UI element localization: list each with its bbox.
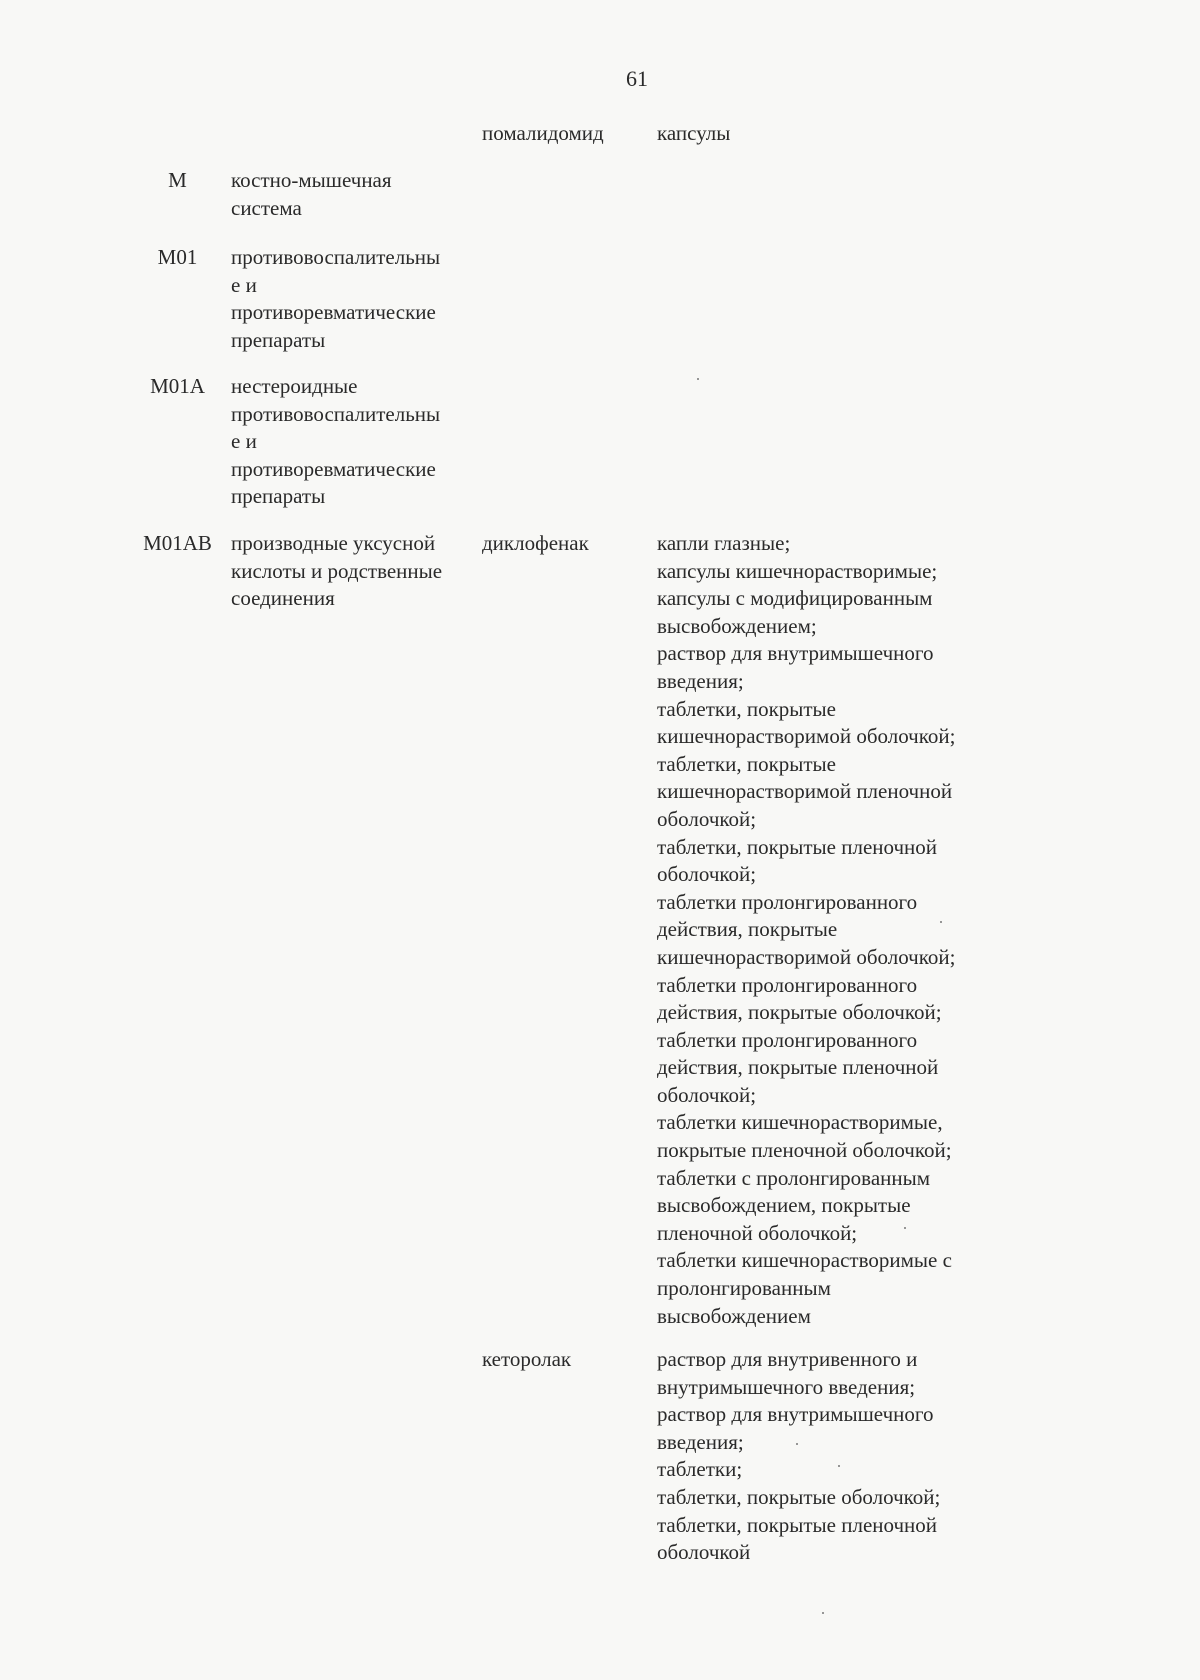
drug-name: диклофенак bbox=[482, 531, 589, 555]
anatomic-therapeutic-group: нестероидные противовоспалительны е и противоревматические препараты bbox=[231, 374, 441, 509]
drug-name: помалидомид bbox=[482, 121, 604, 145]
scan-speck bbox=[822, 1612, 824, 1614]
page-number: 61 bbox=[626, 66, 648, 91]
scan-speck bbox=[796, 1443, 798, 1445]
anatomic-therapeutic-group: противовоспалительны е и противоревматические препараты bbox=[231, 245, 441, 352]
scan-speck bbox=[838, 1465, 840, 1467]
atc-code: M bbox=[168, 168, 187, 192]
scan-speck bbox=[940, 921, 942, 923]
scan-speck bbox=[697, 378, 699, 380]
anatomic-therapeutic-group: производные уксусной кислоты и родственные соединения bbox=[231, 531, 443, 611]
atc-code: M01AB bbox=[143, 531, 212, 555]
atc-code: M01 bbox=[157, 245, 198, 269]
atc-code: M01A bbox=[150, 374, 205, 398]
scan-speck bbox=[904, 1227, 906, 1229]
drug-name: кеторолак bbox=[482, 1347, 572, 1371]
dosage-forms: капли глазные; капсулы кишечнорастворимые; капсулы с модифицированным высвобождением; раствор для внутримышечного введения; таблетки, покрытые кишечнорастворимой оболочкой; таблетки, покрытые кишечнорастворимой пленочной оболочкой; таблетки, покрытые пленочной оболочкой; таблетки пролонгированного действия, покрытые кишечнорастворимой оболочкой; таблетки пролонгированного действия, покрытые оболочкой; таблетки пролонгированного действия, покрытые пленочной оболочкой; таблетки кишечнорастворимые, покрытые пленочной оболочкой; таблетки с пролонгированным высвобождением, покрытые пленочной оболочкой; таблетки кишечнорастворимые с пролонгированным высвобождением bbox=[657, 531, 956, 1328]
dosage-forms: капсулы bbox=[657, 121, 731, 145]
anatomic-therapeutic-group: костно-мышечная система bbox=[231, 168, 392, 220]
dosage-forms: раствор для внутривенного и внутримышечного введения; раствор для внутримышечного введения; таблетки; таблетки, покрытые оболочкой; таблетки, покрытые пленочной оболочкой bbox=[657, 1347, 941, 1565]
